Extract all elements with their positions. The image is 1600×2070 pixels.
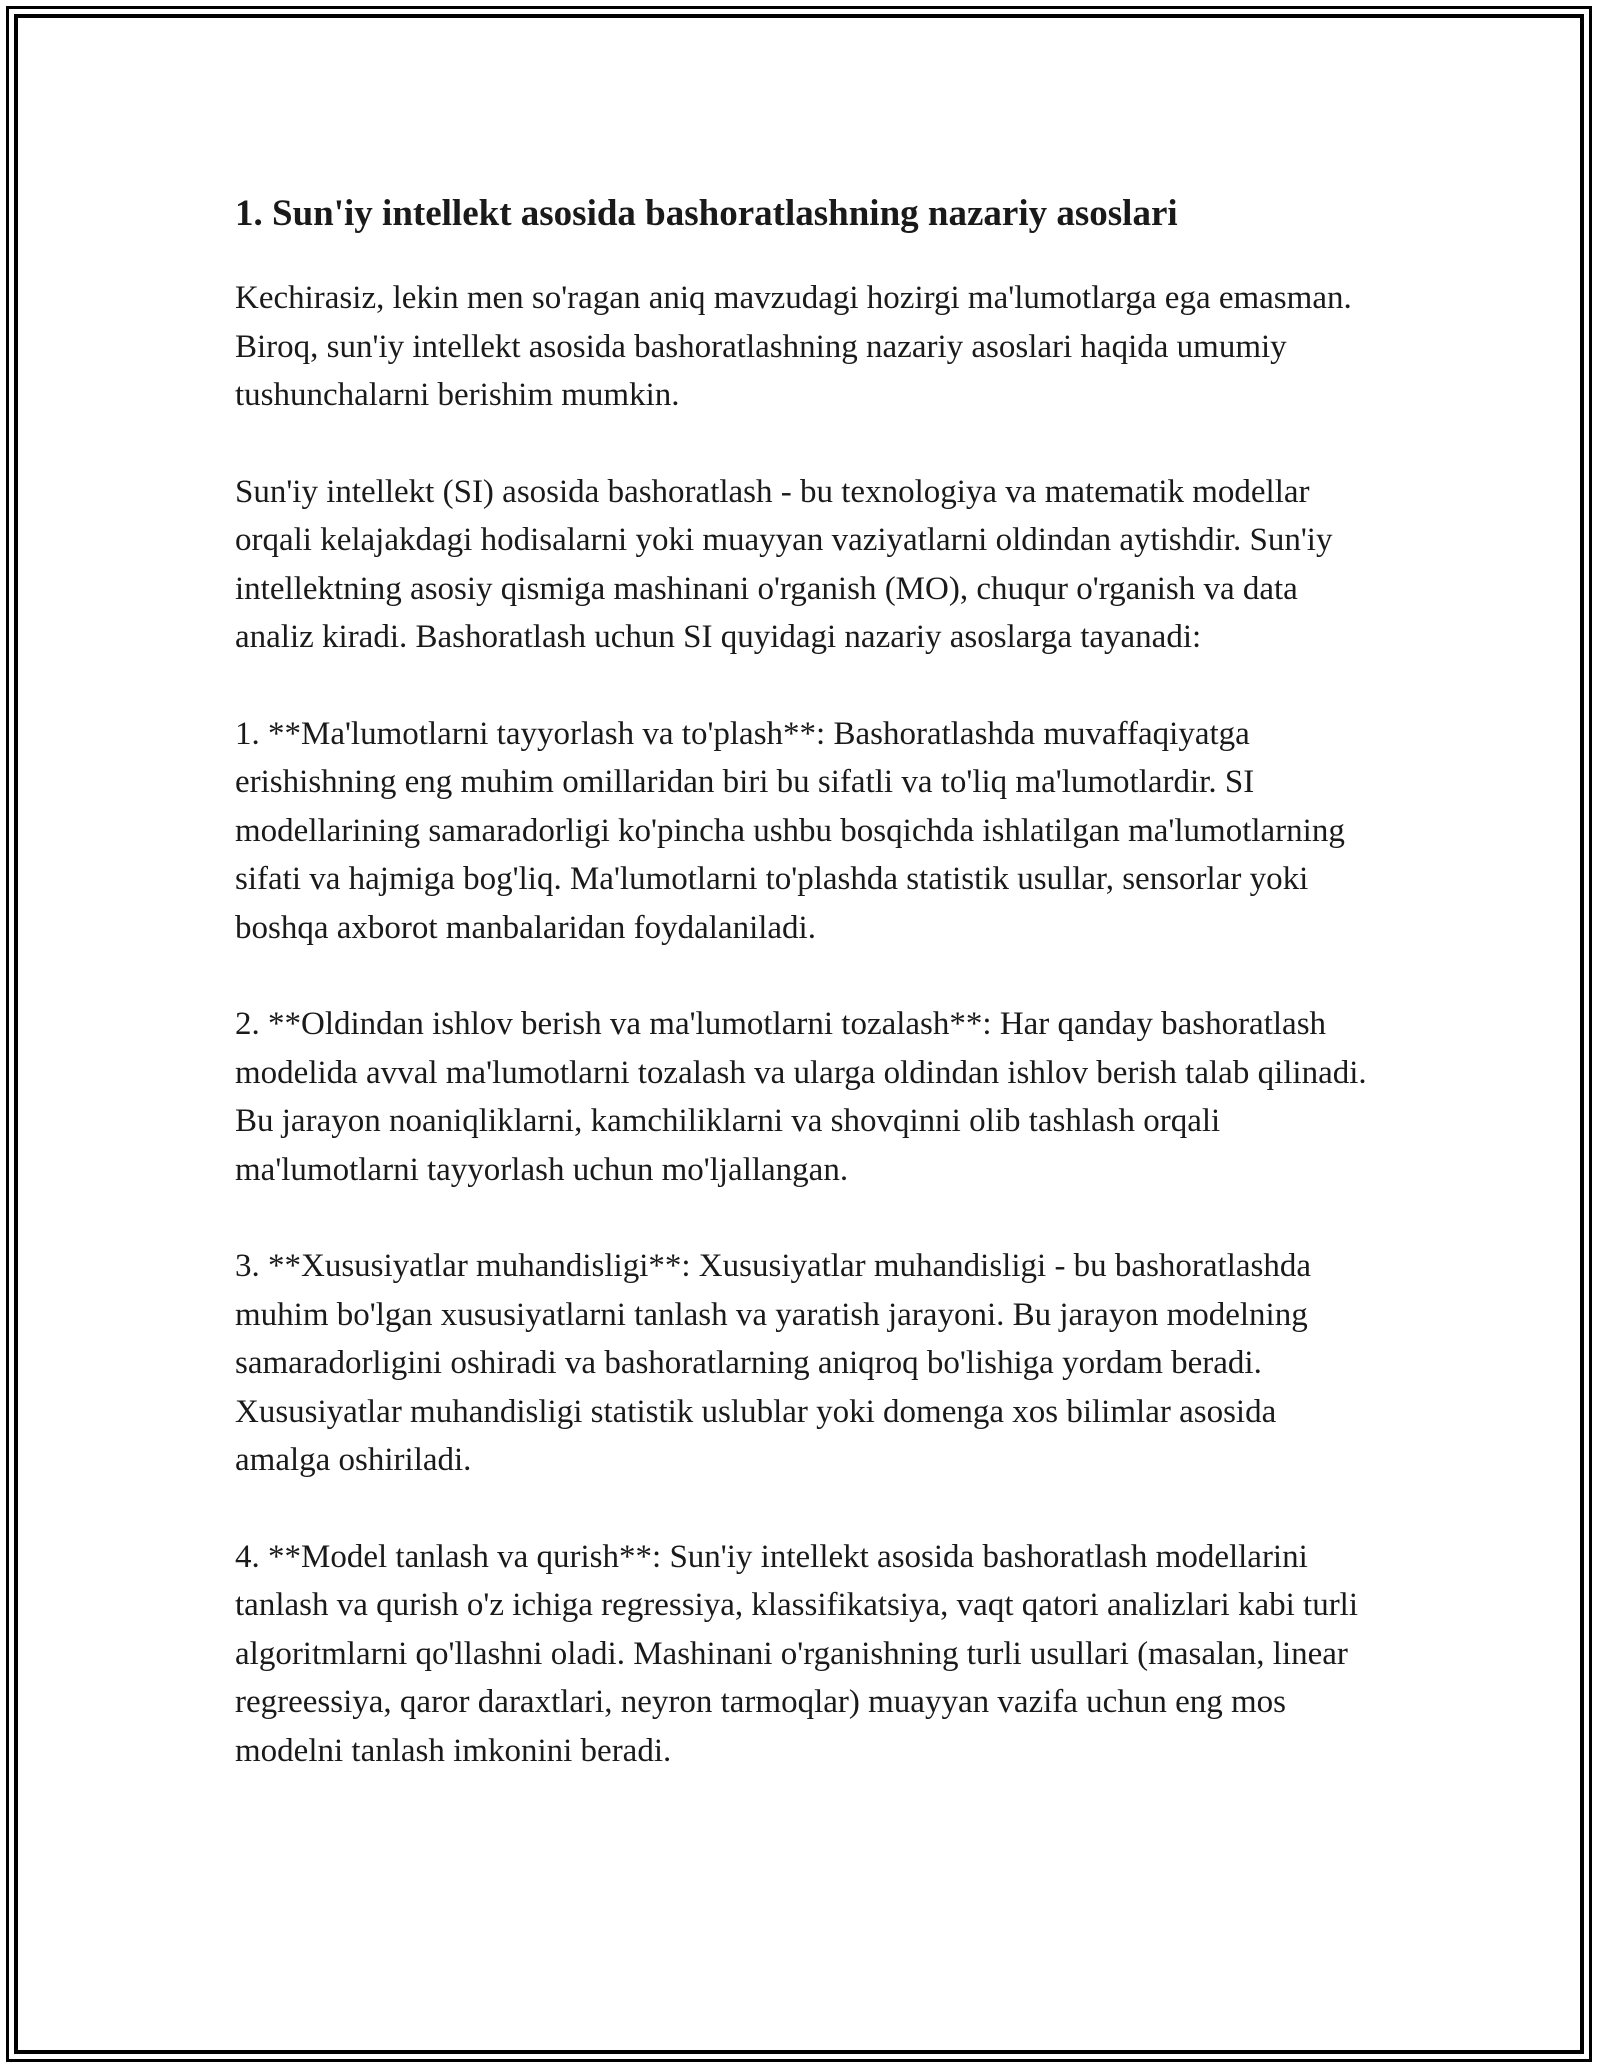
document-title: 1. Sun'iy intellekt asosida bashoratlashning nazariy asoslari (235, 193, 1178, 234)
paragraph-overview: Sun'iy intellekt (SI) asosida bashoratlash - bu texnologiya va matematik modellar orqali kelajakdagi hodisalarni yoki muayyan vaziyatlarni oldindan aytishdir. Sun'iy intellektning asosiy qismiga mashinani o'rganish (MO), chuqur o'rganish va data analiz kiradi. Bashoratlash uchun SI quyidagi nazariy asoslarga tayanadi: (235, 473, 1333, 655)
paragraph-item-1: 1. **Ma'lumotlarni tayyorlash va to'plash**: Bashoratlashda muvaffaqiyatga erishishning eng muhim omillaridan biri bu sifatli va to'liq ma'lumotlardir. SI modellarining samaradorligi ko'pincha ushbu bosqichda ishlatilgan ma'lumotlarning sifati va hajmiga bog'liq. Ma'lumotlarni to'plashda statistik usullar, sensorlar yoki boshqa axborot manbalaridan foydalaniladi. (235, 715, 1345, 946)
paragraph-item-2: 2. **Oldindan ishlov berish va ma'lumotlarni tozalash**: Har qanday bashoratlash modelida avval ma'lumotlarni tozalash va ularga oldindan ishlov berish talab qilinadi. Bu jarayon noaniqliklarni, kamchiliklarni va shovqinni olib tashlash orqali ma'lumotlarni tayyorlash uchun mo'ljallangan. (235, 1006, 1367, 1188)
document-body (235, 188, 1375, 1823)
paragraph-item-4: 4. **Model tanlash va qurish**: Sun'iy intellekt asosida bashoratlash modellarini tanlash va qurish o'z ichiga regressiya, klassifikatsiya, vaqt qatori analizlari kabi turli algoritmlarni qo'llashni oladi. Mashinani o'rganishning turli usullari (masalan, linear regreessiya, qaror daraxtlari, neyron tarmoqlar) muayyan vazifa uchun eng mos modelni tanlash imkonini beradi. (235, 1538, 1359, 1769)
paragraph-intro: Kechirasiz, lekin men so'ragan aniq mavzudagi hozirgi ma'lumotlarga ega emasman. Biroq, sun'iy intellekt asosida bashoratlashning nazariy asoslari haqida umumiy tushunchalarni berishim mumkin. (235, 280, 1352, 413)
paragraph-item-3: 3. **Xususiyatlar muhandisligi**: Xususiyatlar muhandisligi - bu bashoratlashda muhim bo'lgan xususiyatlarni tanlash va yaratish jarayoni. Bu jarayon modelning samaradorligini oshiradi va bashoratlarning aniqroq bo'lishiga yordam beradi. Xususiyatlar muhandisligi statistik uslublar yoki domenga xos bilimlar asosida amalga oshiriladi. (235, 1248, 1312, 1478)
